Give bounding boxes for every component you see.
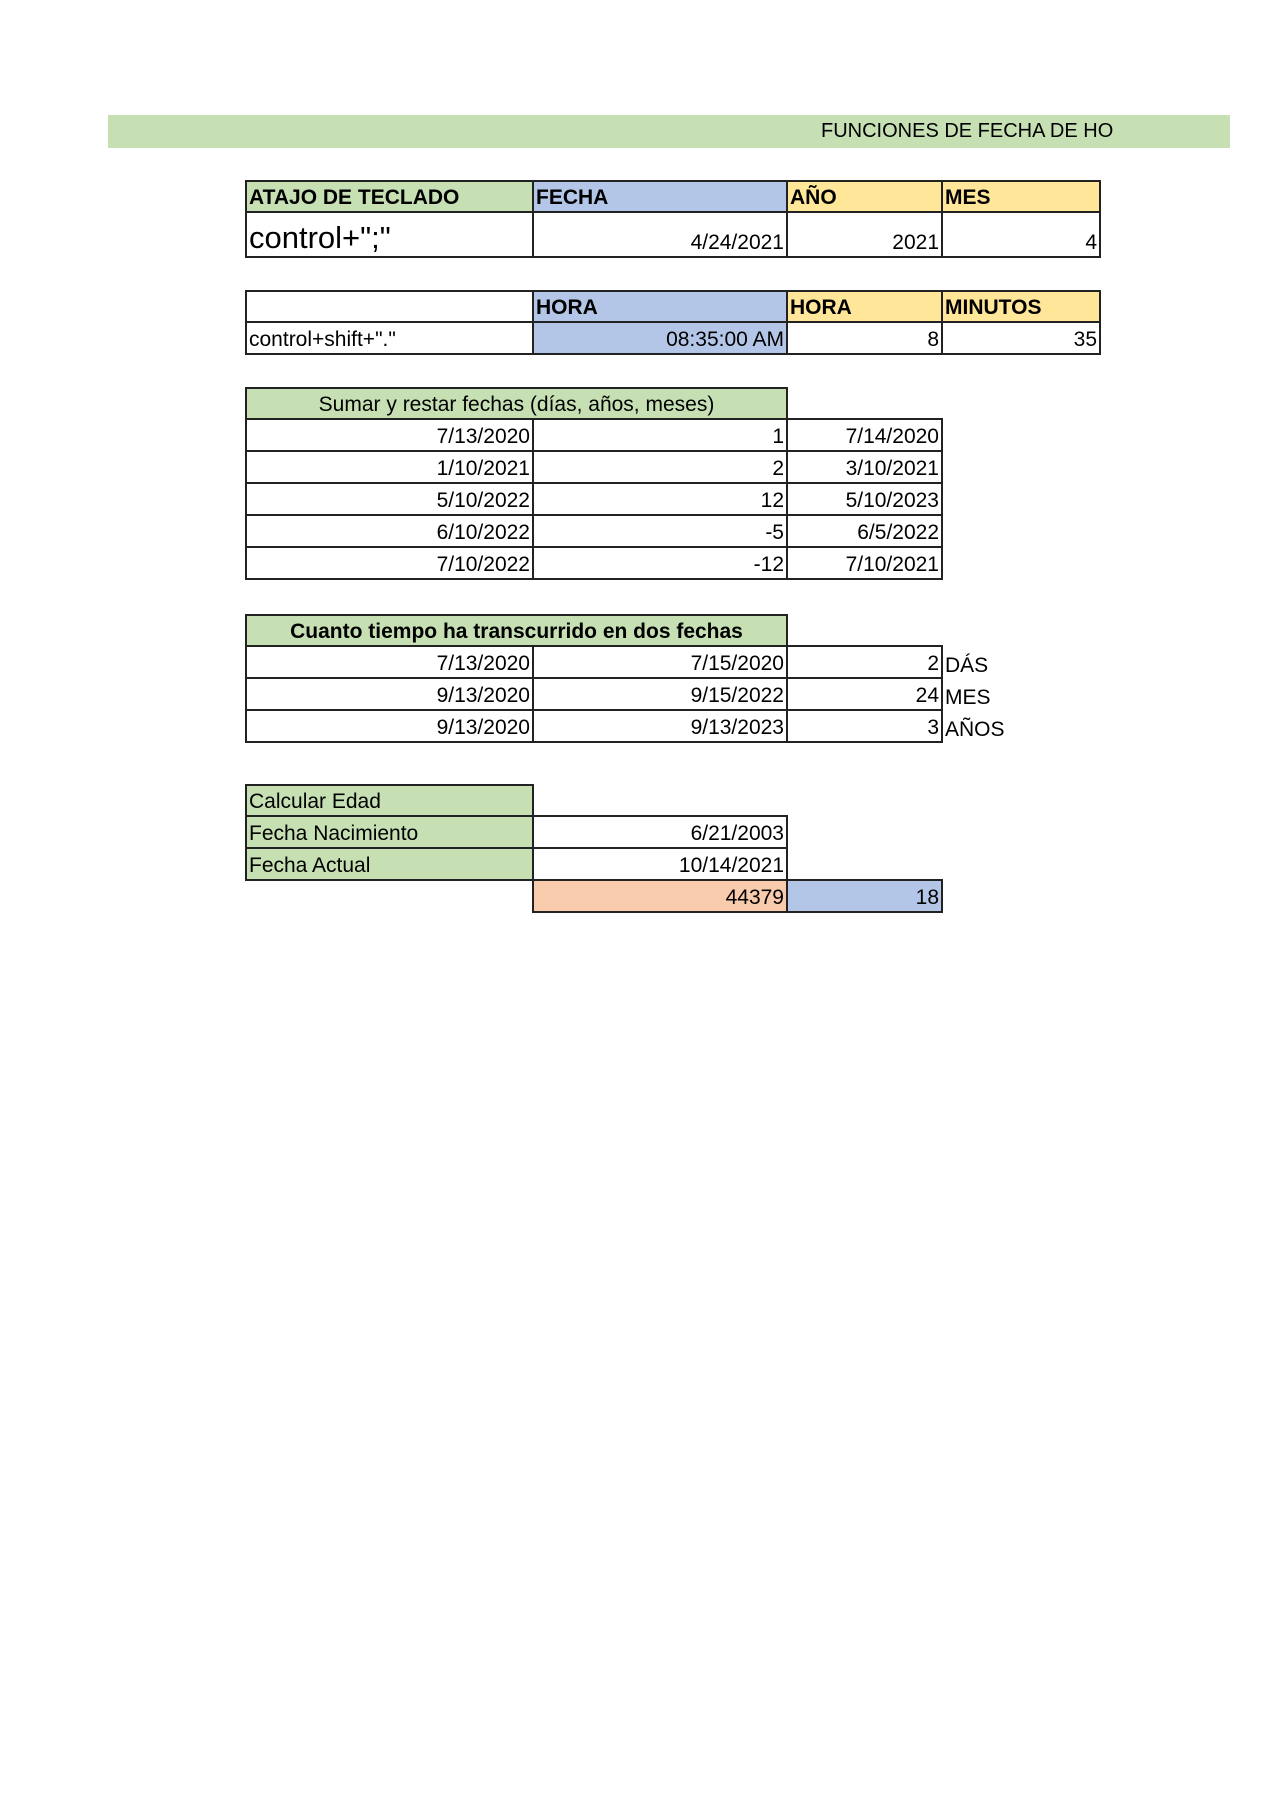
table-row-unit: AÑOS bbox=[945, 718, 1005, 741]
table-row-date[interactable]: 5/10/2022 bbox=[245, 482, 534, 516]
header-mes: MES bbox=[941, 180, 1101, 213]
table-row-date[interactable]: 6/10/2022 bbox=[245, 514, 534, 548]
table-row-result[interactable]: 7/14/2020 bbox=[786, 418, 943, 452]
header-hora: HORA bbox=[532, 290, 788, 323]
table-row-date[interactable]: 7/10/2022 bbox=[245, 546, 534, 580]
table-row-start[interactable]: 9/13/2020 bbox=[245, 677, 534, 711]
current-time-value[interactable]: 08:35:00 AM bbox=[532, 321, 788, 355]
time-header-empty bbox=[245, 290, 534, 323]
table-row-result[interactable]: 7/10/2021 bbox=[786, 546, 943, 580]
current-date-label: Fecha Actual bbox=[245, 847, 534, 881]
table-row-offset[interactable]: -5 bbox=[532, 514, 788, 548]
add-subtract-title: Sumar y restar fechas (días, años, meses) bbox=[245, 387, 788, 420]
header-ano: AÑO bbox=[786, 180, 943, 213]
table-row-unit: MES bbox=[945, 686, 991, 709]
table-row-result[interactable]: 6/5/2022 bbox=[786, 514, 943, 548]
table-row-start[interactable]: 7/13/2020 bbox=[245, 645, 534, 679]
minutes-value[interactable]: 35 bbox=[941, 321, 1101, 355]
table-row-date[interactable]: 7/13/2020 bbox=[245, 418, 534, 452]
table-row-offset[interactable]: 1 bbox=[532, 418, 788, 452]
page-title: FUNCIONES DE FECHA DE HO bbox=[821, 120, 1114, 142]
table-row-date[interactable]: 1/10/2021 bbox=[245, 450, 534, 484]
header-atajo: ATAJO DE TECLADO bbox=[245, 180, 534, 213]
header-minutos: MINUTOS bbox=[941, 290, 1101, 323]
table-row-end[interactable]: 7/15/2020 bbox=[532, 645, 788, 679]
table-row-offset[interactable]: 12 bbox=[532, 482, 788, 516]
table-row-result[interactable]: 3/10/2021 bbox=[786, 450, 943, 484]
today-date-value[interactable]: 4/24/2021 bbox=[532, 211, 788, 258]
hour-value[interactable]: 8 bbox=[786, 321, 943, 355]
table-row-diff[interactable]: 3 bbox=[786, 709, 943, 743]
year-value[interactable]: 2021 bbox=[786, 211, 943, 258]
birth-date-label: Fecha Nacimiento bbox=[245, 815, 534, 849]
table-row-end[interactable]: 9/13/2023 bbox=[532, 709, 788, 743]
table-row-unit: DÁS bbox=[945, 654, 989, 677]
table-row-end[interactable]: 9/15/2022 bbox=[532, 677, 788, 711]
table-row-offset[interactable]: 2 bbox=[532, 450, 788, 484]
title-banner bbox=[108, 115, 1230, 148]
elapsed-title: Cuanto tiempo ha transcurrido en dos fechas bbox=[245, 614, 788, 647]
month-value[interactable]: 4 bbox=[941, 211, 1101, 258]
header-hora-2: HORA bbox=[786, 290, 943, 323]
table-row-result[interactable]: 5/10/2023 bbox=[786, 482, 943, 516]
birth-date-value[interactable]: 6/21/2003 bbox=[532, 815, 788, 849]
age-days-result[interactable]: 44379 bbox=[532, 879, 788, 913]
header-fecha: FECHA bbox=[532, 180, 788, 213]
table-row-offset[interactable]: -12 bbox=[532, 546, 788, 580]
table-row-start[interactable]: 9/13/2020 bbox=[245, 709, 534, 743]
table-row-diff[interactable]: 2 bbox=[786, 645, 943, 679]
table-row-diff[interactable]: 24 bbox=[786, 677, 943, 711]
age-title: Calcular Edad bbox=[245, 784, 534, 817]
shortcut-time-keys: control+shift+"." bbox=[245, 321, 534, 355]
shortcut-date-keys: control+";" bbox=[245, 211, 534, 258]
age-years-result[interactable]: 18 bbox=[786, 879, 943, 913]
current-date-value[interactable]: 10/14/2021 bbox=[532, 847, 788, 881]
